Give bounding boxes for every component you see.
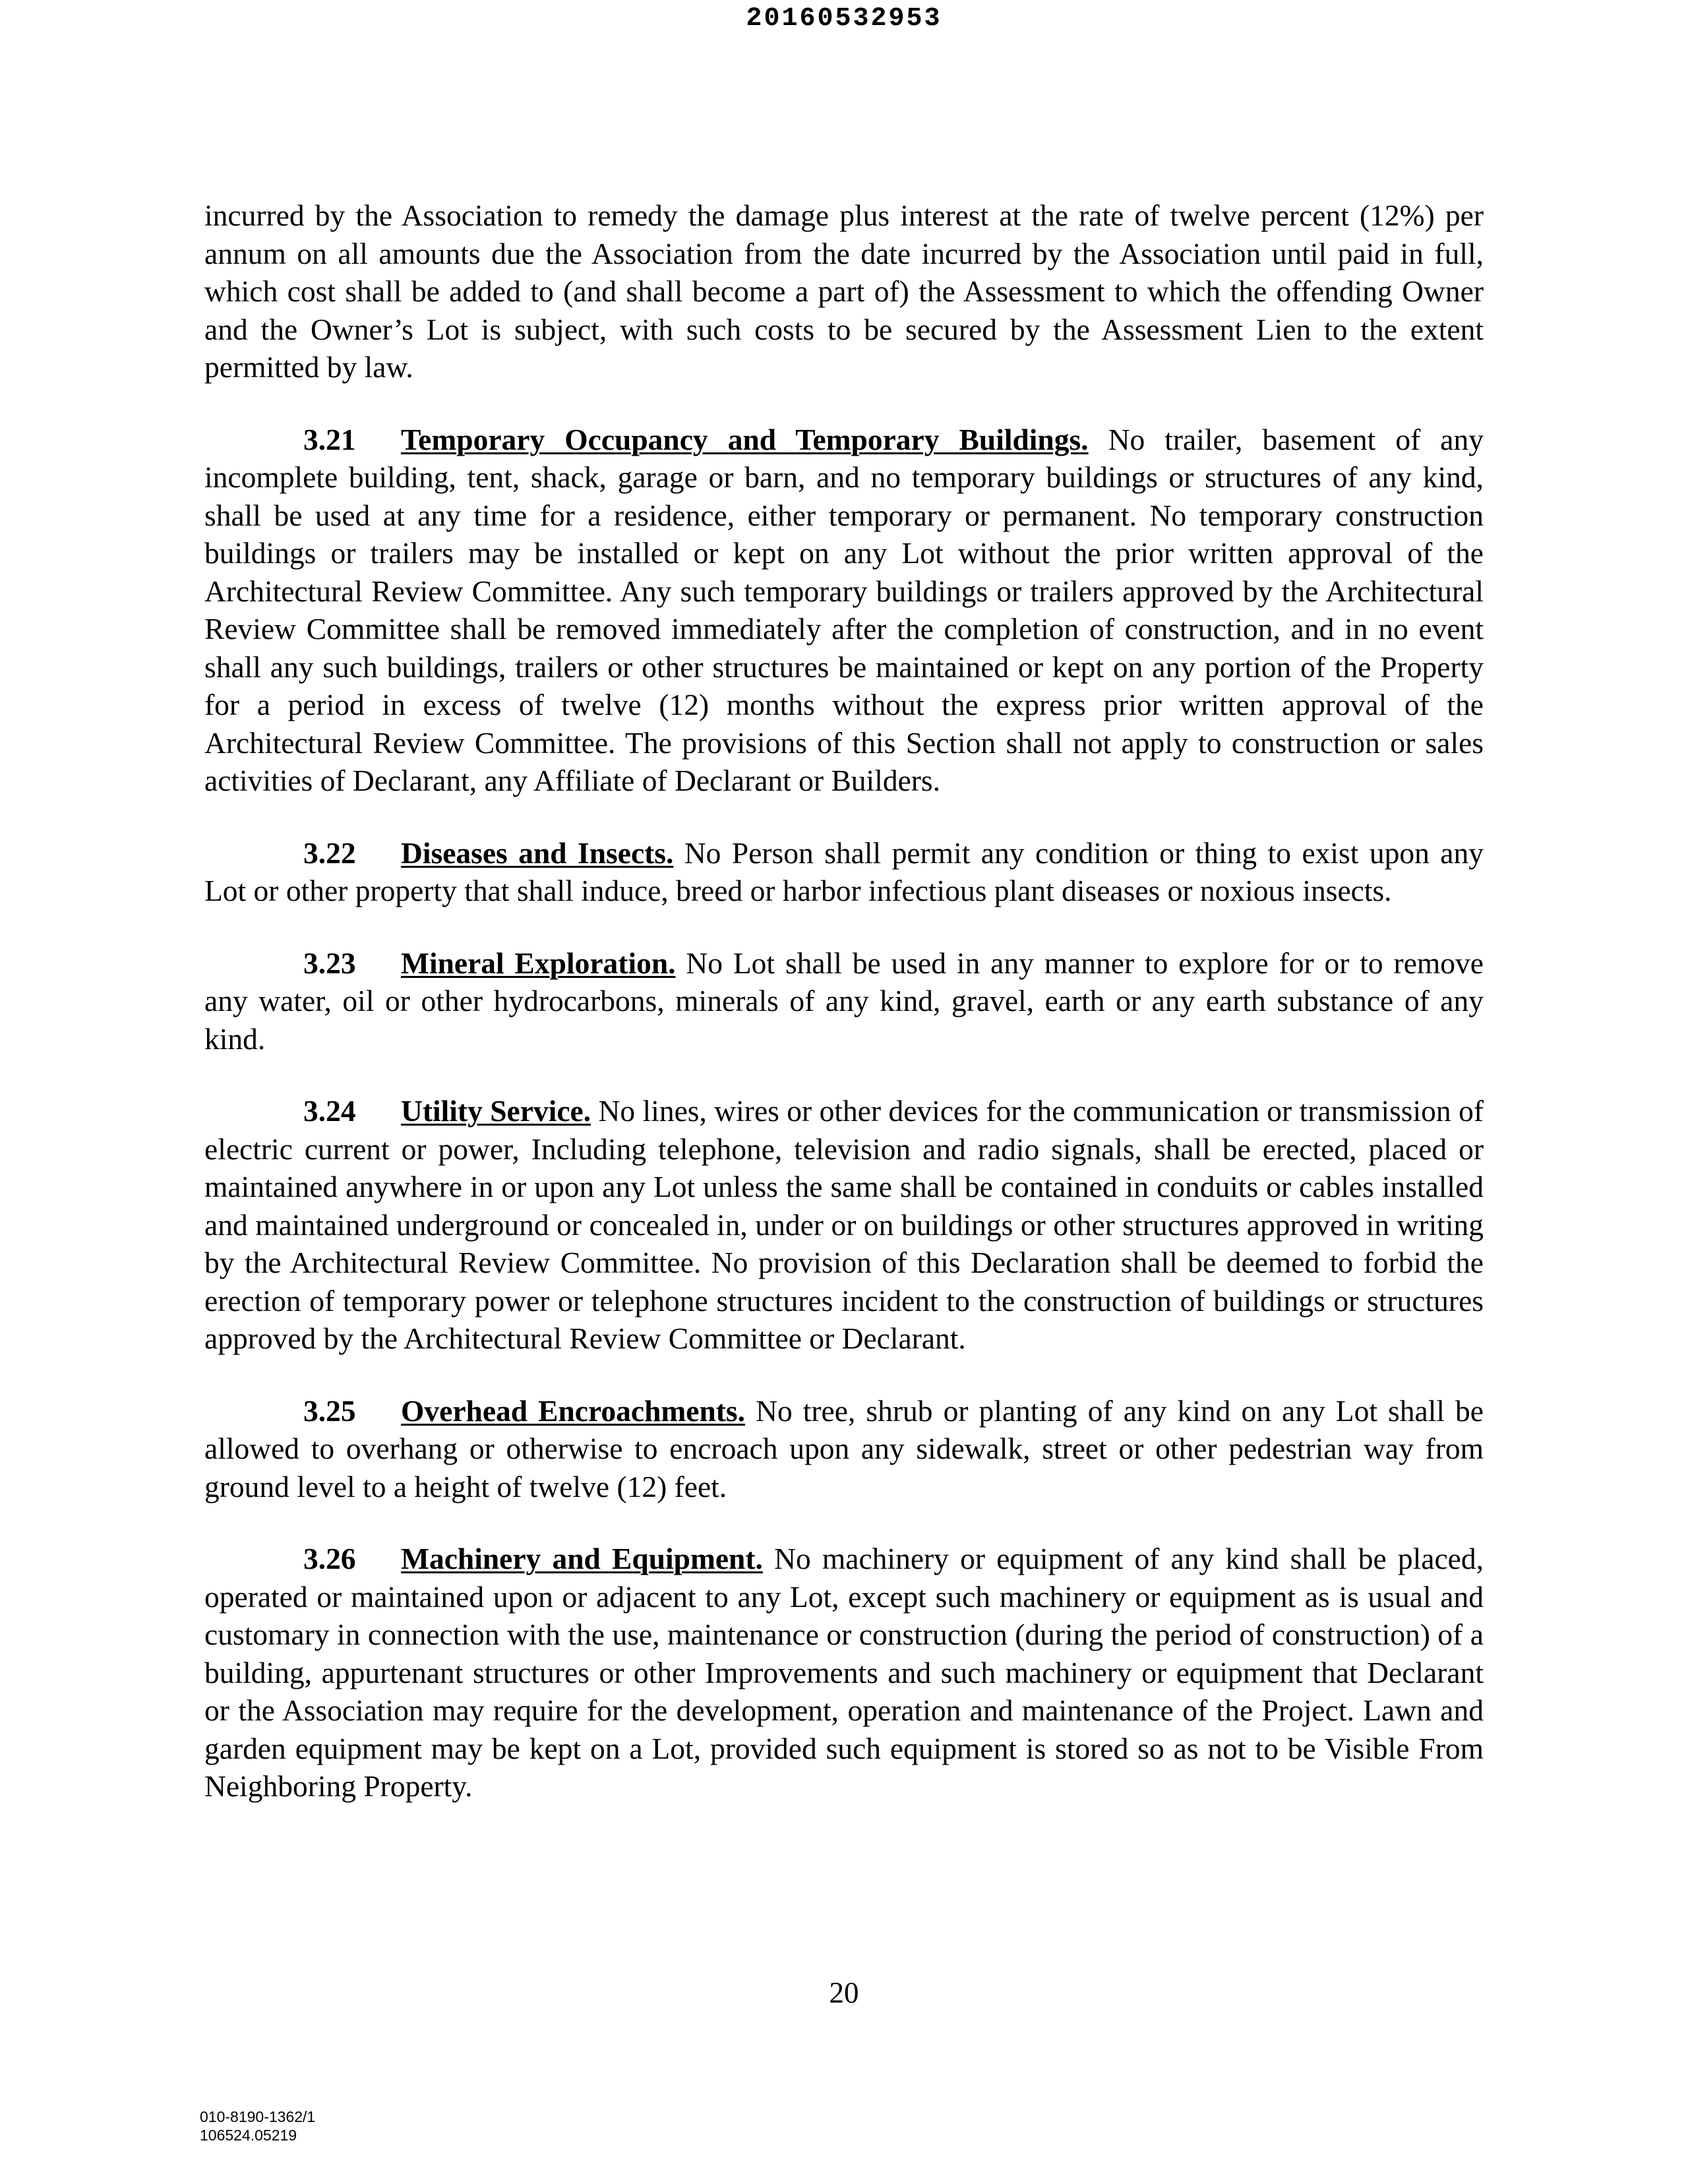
section-title: Temporary Occupancy and Temporary Buildings. [401, 422, 1089, 456]
section-3-21 [204, 421, 1484, 800]
section-text: No tree, shrub or planting of any kind on any Lot shall be allowed to overhang or otherwise to encroach upon any sidewalk, street or other pedestrian way from ground level to a height of twelve (12) feet. [204, 1393, 1484, 1503]
section-number: 3.26 [303, 1542, 356, 1575]
footer-code-line: 106524.05219 [200, 2127, 297, 2144]
section-text: No Person shall permit any condition or thing to exist upon any Lot or other property that shall induce, breed or harbor infectious plant diseases or noxious insects. [204, 835, 1484, 907]
section-title: Utility Service. [401, 1094, 591, 1128]
section-title: Mineral Exploration. [401, 946, 676, 980]
section-3-22 [204, 834, 1484, 910]
section-title: Diseases and Insects. [401, 835, 674, 870]
section-number: 3.25 [303, 1393, 356, 1428]
section-3-25 [204, 1392, 1484, 1506]
footer-codes [200, 2108, 315, 2144]
section-3-23 [204, 944, 1484, 1058]
section-text: No machinery or equipment of any kind shall be placed, operated or maintained upon or adjacent to any Lot, except such machinery or equipment as is usual and customary in connection with the use, maintenance or construction (during the period of construction) of a building, appurtenant structures or other Improvements and such machinery or equipment that Declarant or the Association may require for the development, operation and maintenance of the Project. Lawn and garden equipment may be kept on a Lot, provided such equipment is stored so as not to be Visible From Neighboring Property. [204, 1542, 1484, 1803]
section-number: 3.22 [303, 835, 356, 870]
page-number: 20 [829, 1976, 859, 2009]
document-body [204, 197, 1484, 1805]
section-text: No trailer, basement of any incomplete building, tent, shack, garage or barn, and no temporary buildings or structures of any kind, shall be used at any time for a residence, either temporary or permanent. No temporary construction buildings or trailers may be installed or kept on any Lot without the prior written approval of the Architectural Review Committee. Any such temporary buildings or trailers approved by the Architectural Review Committee shall be removed immediately after the completion of construction, and in no event shall any such buildings, trailers or other structures be maintained or kept on any portion of the Property for a period in excess of twelve (12) months without the express prior written approval of the Architectural Review Committee. The provisions of this Section shall not apply to construction or sales activities of Declarant, any Affiliate of Declarant or Builders. [204, 422, 1484, 797]
section-text: No lines, wires or other devices for the communication or transmission of electric current or power, Including telephone, television and radio signals, shall be erected, placed or maintained anywhere in or upon any Lot unless the same shall be contained in conduits or cables installed and maintained underground or concealed in, under or on buildings or other structures approved in writing by the Architectural Review Committee. No provision of this Declaration shall be deemed to forbid the erection of temporary power or telephone structures incident to the construction of buildings or structures approved by the Architectural Review Committee or Declarant. [204, 1094, 1484, 1355]
section-3-24 [204, 1092, 1484, 1358]
section-number: 3.23 [303, 946, 356, 980]
section-number: 3.24 [303, 1094, 356, 1128]
section-number: 3.21 [303, 422, 356, 456]
section-text: No Lot shall be used in any manner to explore for or to remove any water, oil or other hydrocarbons, minerals of any kind, gravel, earth or any earth substance of any kind. [204, 946, 1484, 1056]
document-number: 20160532953 [746, 4, 942, 34]
section-title: Overhead Encroachments. [401, 1393, 746, 1428]
section-title: Machinery and Equipment. [401, 1542, 763, 1575]
intro-paragraph: incurred by the Association to remedy the damage plus interest at the rate of twelve percent (12%) per annum on all amounts due the Association from the date incurred by the Association until paid in full, which cost shall be added to (and shall become a part of) the Assessment to which the offending Owner and the Owner’s Lot is subject, with such costs to be secured by the Assessment Lien to the extent permitted by law. [204, 198, 1484, 384]
footer-code-line: 010-8190-1362/1 [200, 2108, 316, 2125]
section-3-26 [204, 1540, 1484, 1805]
